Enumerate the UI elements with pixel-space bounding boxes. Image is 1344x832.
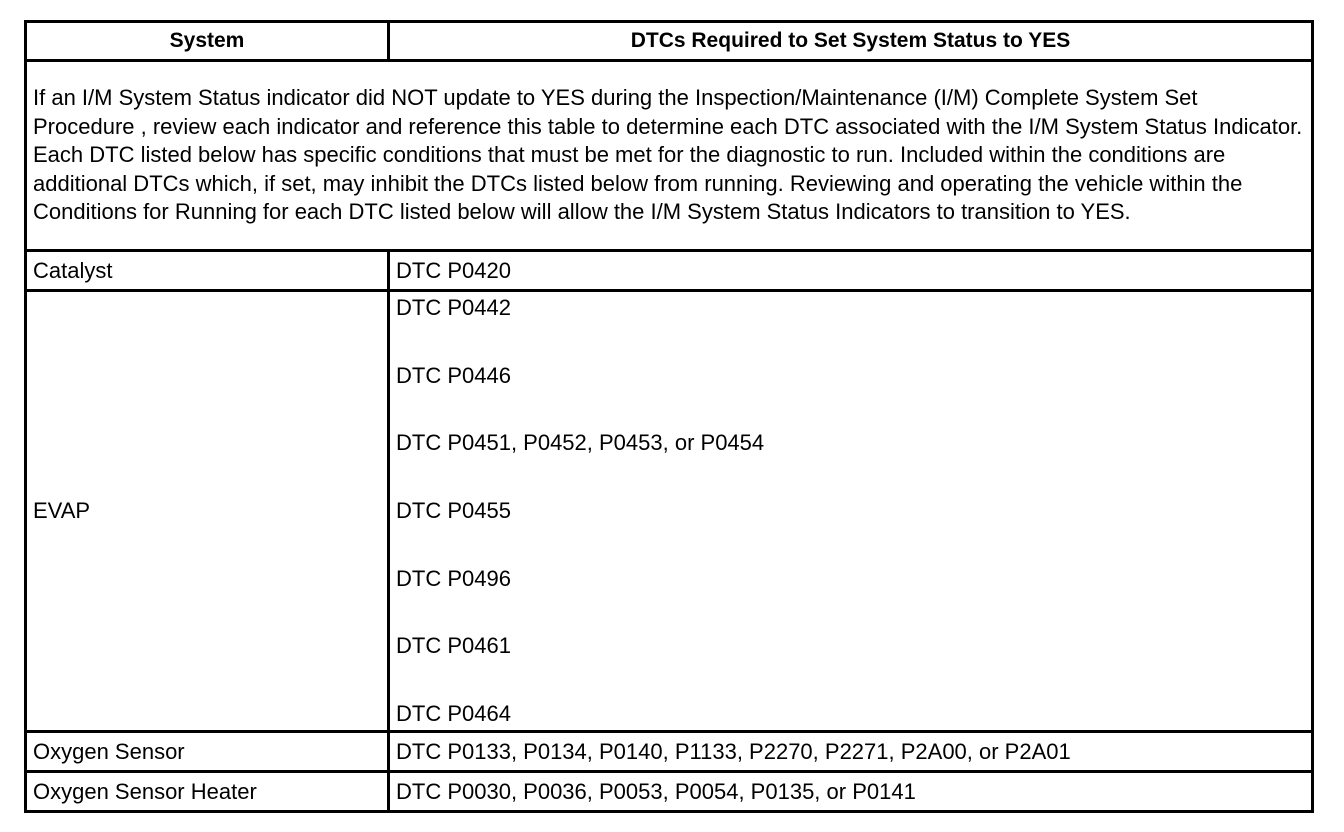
dtc-code: DTC P0496 (396, 565, 511, 591)
table-row-oxygen-sensor-heater (26, 772, 1313, 812)
dtc-cell: DTC P0133, P0134, P0140, P1133, P2270, P2271, P2A00, or P2A01 (389, 732, 1313, 772)
dtcs-column-header: DTCs Required to Set System Status to YES (389, 22, 1313, 61)
system-cell: EVAP (26, 291, 389, 732)
system-cell: Oxygen Sensor Heater (26, 772, 389, 812)
dtc-code: DTC P0464 (396, 700, 511, 726)
intro-paragraph: If an I/M System Status indicator did NOT update to YES during the Inspection/Maintenance (I/M) Complete System Set Procedure , review each indicator and reference this table to determine each DTC associated with the I/M System Status Indicator. Each DTC listed below has specific conditions that must be met for the diagnostic to run. Included within the conditions are additional DTCs which, if set, may inhibit the DTCs listed below from running. Reviewing and operating the vehicle within the Conditions for Running for each DTC listed below will allow the I/M System Status Indicators to transition to YES. (26, 61, 1313, 251)
im-system-status-table (24, 20, 1314, 813)
dtc-cell: DTC P0420 (389, 251, 1313, 291)
dtc-cell: DTC P0030, P0036, P0053, P0054, P0135, or P0141 (389, 772, 1313, 812)
intro-row (26, 61, 1313, 251)
table-row-catalyst (26, 251, 1313, 291)
dtc-code: DTC P0446 (396, 362, 511, 388)
table-row-evap (26, 291, 1313, 732)
dtc-code: DTC P0455 (396, 498, 511, 523)
dtc-code: DTC P0461 (396, 633, 511, 659)
dtc-code: DTC P0451, P0452, P0453, or P0454 (396, 430, 765, 456)
table-row-oxygen-sensor (26, 732, 1313, 772)
dtc-cell-evap (389, 291, 1313, 732)
dtc-code: DTC P0442 (396, 295, 511, 321)
system-cell: Oxygen Sensor (26, 732, 389, 772)
system-column-header: System (26, 22, 389, 61)
system-cell: Catalyst (26, 251, 389, 291)
header-row (26, 22, 1313, 61)
